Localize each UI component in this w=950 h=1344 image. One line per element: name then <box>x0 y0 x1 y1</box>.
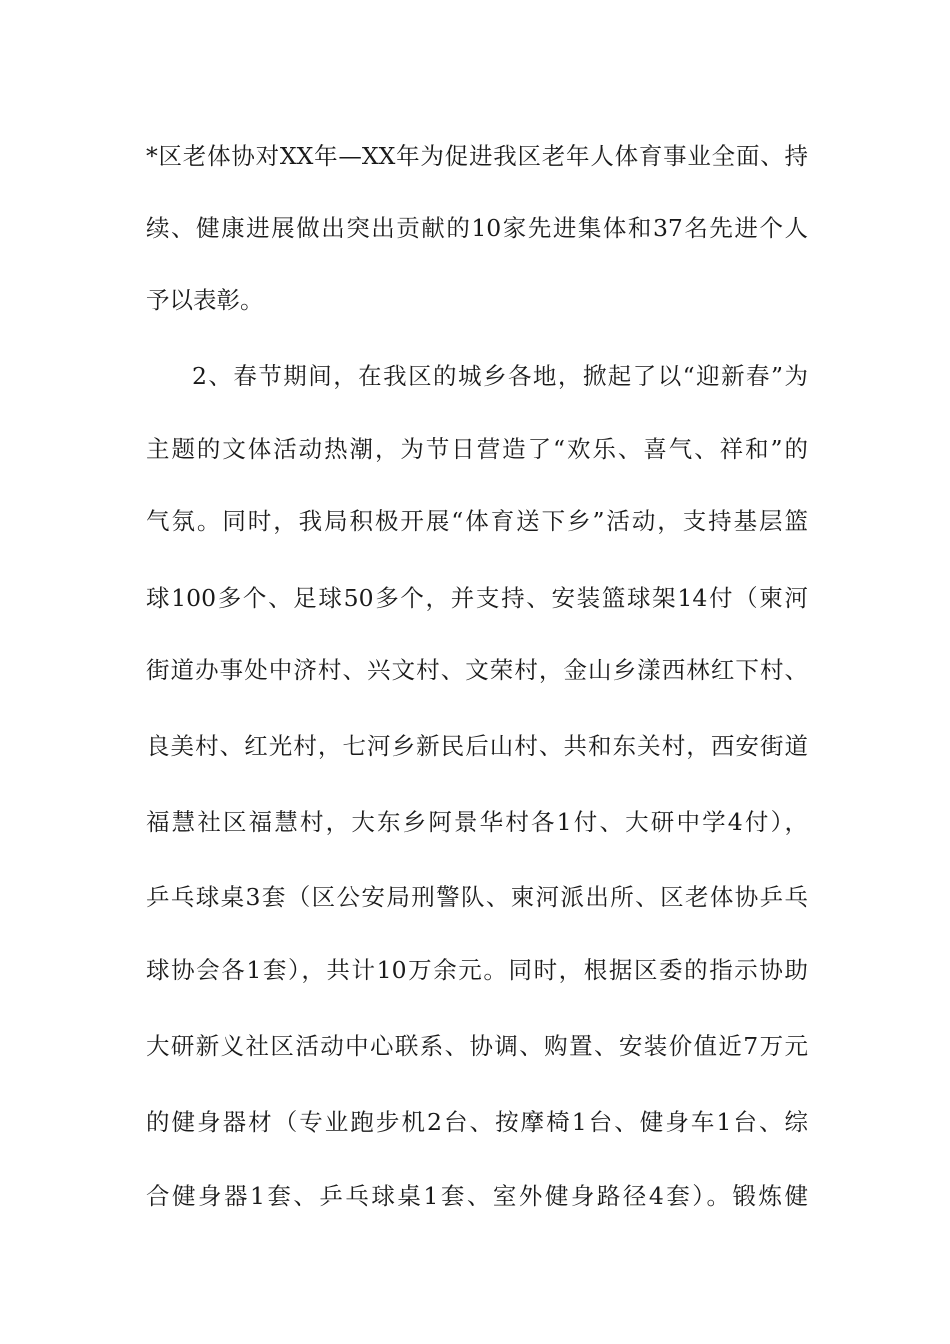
text-line: 主题的文体活动热潮，为节日营造了“欢乐、喜气、祥和”的 <box>146 435 808 463</box>
text-line: 球协会各1套），共计10万余元。同时，根据区委的指示协助 <box>146 956 808 984</box>
text-line: 的健身器材（专业跑步机2台、按摩椅1台、健身车1台、综 <box>146 1108 808 1136</box>
text-line: 予以表彰。 <box>146 286 264 314</box>
text-line: 球100多个、足球50多个，并支持、安装篮球架14付（柬河 <box>146 584 808 612</box>
text-line: 大研新义社区活动中心联系、协调、购置、安装价值近7万元 <box>146 1032 808 1060</box>
text-line: 乒乓球桌3套（区公安局刑警队、柬河派出所、区老体协乒乓 <box>146 883 808 911</box>
text-line: 福慧社区福慧村，大东乡阿景华村各1付、大研中学4付）， <box>146 808 808 836</box>
text-line: 续、健康进展做出突出贡献的10家先进集体和37名先进个人 <box>146 214 808 242</box>
text-line: 街道办事处中济村、兴文村、文荣村，金山乡漾西林红下村、 <box>146 656 808 684</box>
paragraph-start-line: 2、春节期间，在我区的城乡各地，掀起了以“迎新春”为 <box>192 362 808 390</box>
text-line: *区老体协对XX年—XX年为促进我区老年人体育事业全面、持 <box>146 142 808 170</box>
text-line: 气氛。同时，我局积极开展“体育送下乡”活动，支持基层篮 <box>146 507 808 535</box>
text-line: 良美村、红光村，七河乡新民后山村、共和东关村，西安街道 <box>146 732 808 760</box>
text-line: 合健身器1套、乒乓球桌1套、室外健身路径4套）。锻炼健 <box>146 1182 808 1210</box>
